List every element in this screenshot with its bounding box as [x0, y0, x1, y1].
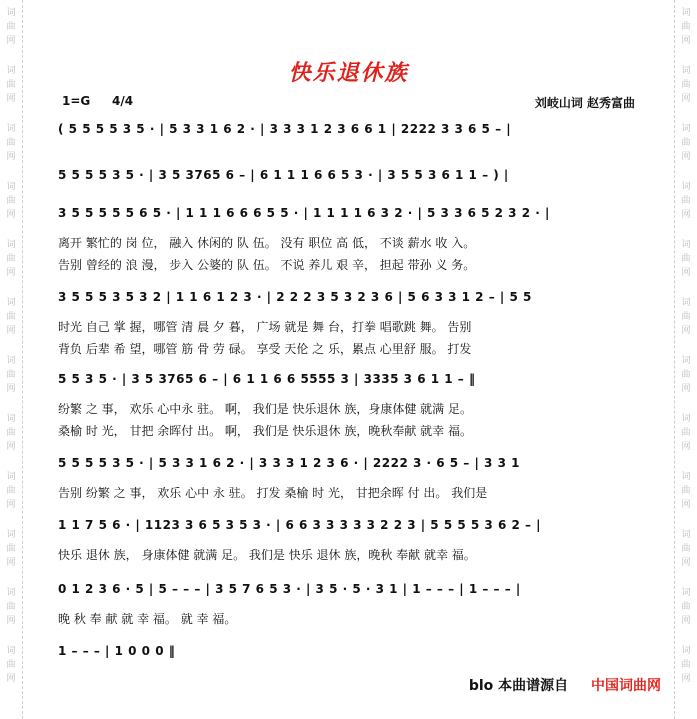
watermark-text: 词 曲 网: [6, 356, 16, 394]
watermark-text: 词 曲 网: [6, 298, 16, 336]
watermark-text: 词 曲 网: [6, 646, 16, 684]
watermark-text: 词 曲 网: [6, 530, 16, 568]
key-signature: 1=G: [62, 94, 91, 108]
credits: 刘岐山词 赵秀富曲: [534, 96, 635, 110]
notation-line: 1 1 7 5 6 · | 1123 3 6 5 3 5 3 · | 6 6 3 3 3 3 3 2 2 3 | 5 5 5 5 3 6 2 – |: [58, 518, 542, 532]
time-signature: 4/4: [112, 94, 134, 108]
lyric-line: 告别 纷繁 之 事， 欢乐 心中 永 驻。 打发 桑榆 时 光， 甘把余晖 付 出。 我们是: [58, 486, 488, 500]
watermark-text: 词 曲 网: [6, 240, 16, 278]
notation-line: 1 – – – | 1 0 0 0 ‖: [58, 644, 176, 658]
lyric-line: 桑榆 时 光， 甘把 余晖付 出。 啊， 我们是 快乐退休 族，晚秋奉献 就幸 福。: [58, 424, 472, 438]
watermark-text: 词 曲 网: [681, 472, 691, 510]
lyric-line: 晚 秋 奉 献 就 幸 福。 就 幸 福。: [58, 612, 237, 626]
watermark-text: 词 曲 网: [681, 414, 691, 452]
notation-line: 0 1 2 3 6 · 5 | 5 – – – | 3 5 7 6 5 3 · | 3 5 · 5 · 3 1 | 1 – – – | 1 – – – |: [58, 582, 521, 596]
notation-line: 3 5 5 5 3 5 3 2 | 1 1 6 1 2 3 · | 2 2 2 3 5 3 2 3 6 | 5 6 3 3 1 2 – | 5 5: [58, 290, 532, 304]
watermark-text: 词 曲 网: [681, 8, 691, 46]
lyric-line: 离开 繁忙的 岗 位， 融入 休闲的 队 伍。 没有 职位 高 低， 不谈 薪水 收 入。: [58, 236, 476, 250]
lyric-line: 时光 自己 掌 握，哪管 清 晨 夕 暮， 广场 就是 舞 台，打拳 唱歌跳 舞。 告别: [58, 320, 472, 334]
watermark-text: 词 曲 网: [681, 646, 691, 684]
lyric-line: 纷繁 之 事， 欢乐 心中永 驻。 啊， 我们是 快乐退休 族，身康体健 就满 足。: [58, 402, 472, 416]
watermark-text: 词 曲 网: [6, 472, 16, 510]
lyric-line: 背负 后辈 希 望，哪管 筋 骨 劳 碌。 享受 天伦 之 乐，累点 心里舒 服。 打发: [58, 342, 472, 356]
notation-line: ( 5 5 5 5 3 5 · | 5 3 3 1 6 2 · | 3 3 3 1 2 3 6 6 1 | 2222 3 3 6 5 – |: [58, 122, 512, 136]
lyric-line: 告别 曾经的 浪 漫， 步入 公婆的 队 伍。 不说 养儿 艰 辛， 担起 带孙 义 务。: [58, 258, 476, 272]
footer-source-label: blo 本曲谱源自: [468, 678, 569, 694]
watermark-text: 词 曲 网: [681, 356, 691, 394]
watermark-text: 词 曲 网: [6, 588, 16, 626]
watermark-text: 词 曲 网: [681, 240, 691, 278]
watermark-text: 词 曲 网: [681, 66, 691, 104]
notation-line: 5 5 3 5 · | 3 5 3765 6 – | 6 1 1 6 6 5555 3 | 3335 3 6 1 1 – ‖: [58, 372, 476, 386]
footer-source: [469, 675, 661, 695]
watermark-text: 词 曲 网: [6, 182, 16, 220]
footer-site-name: 中国词曲网: [591, 678, 661, 694]
watermark-text: 词 曲 网: [6, 8, 16, 46]
notation-line: 5 5 5 5 3 5 · | 3 5 3765 6 – | 6 1 1 1 6 6 5 3 · | 3 5 5 3 6 1 1 – ) |: [58, 168, 509, 182]
notation-line: 5 5 5 5 3 5 · | 5 3 3 1 6 2 · | 3 3 3 1 2 3 6 · | 2222 3 · 6 5 – | 3 3 1: [58, 456, 520, 470]
watermark-text: 词 曲 网: [681, 298, 691, 336]
watermark-text: 词 曲 网: [6, 414, 16, 452]
watermark-text: 词 曲 网: [6, 124, 16, 162]
watermark-text: 词 曲 网: [681, 124, 691, 162]
watermark-text: 词 曲 网: [6, 66, 16, 104]
watermark-text: 词 曲 网: [681, 530, 691, 568]
notation-line: 3 5 5 5 5 5 6 5 · | 1 1 1 6 6 6 5 5 · | 1 1 1 1 6 3 2 · | 5 3 3 6 5 2 3 2 · |: [58, 206, 550, 220]
lyric-line: 快乐 退休 族， 身康体健 就满 足。 我们是 快乐 退休 族，晚秋 奉献 就幸 福。: [58, 548, 476, 562]
song-title: 快乐退休族: [288, 60, 409, 86]
watermark-text: 词 曲 网: [681, 182, 691, 220]
watermark-text: 词 曲 网: [681, 588, 691, 626]
